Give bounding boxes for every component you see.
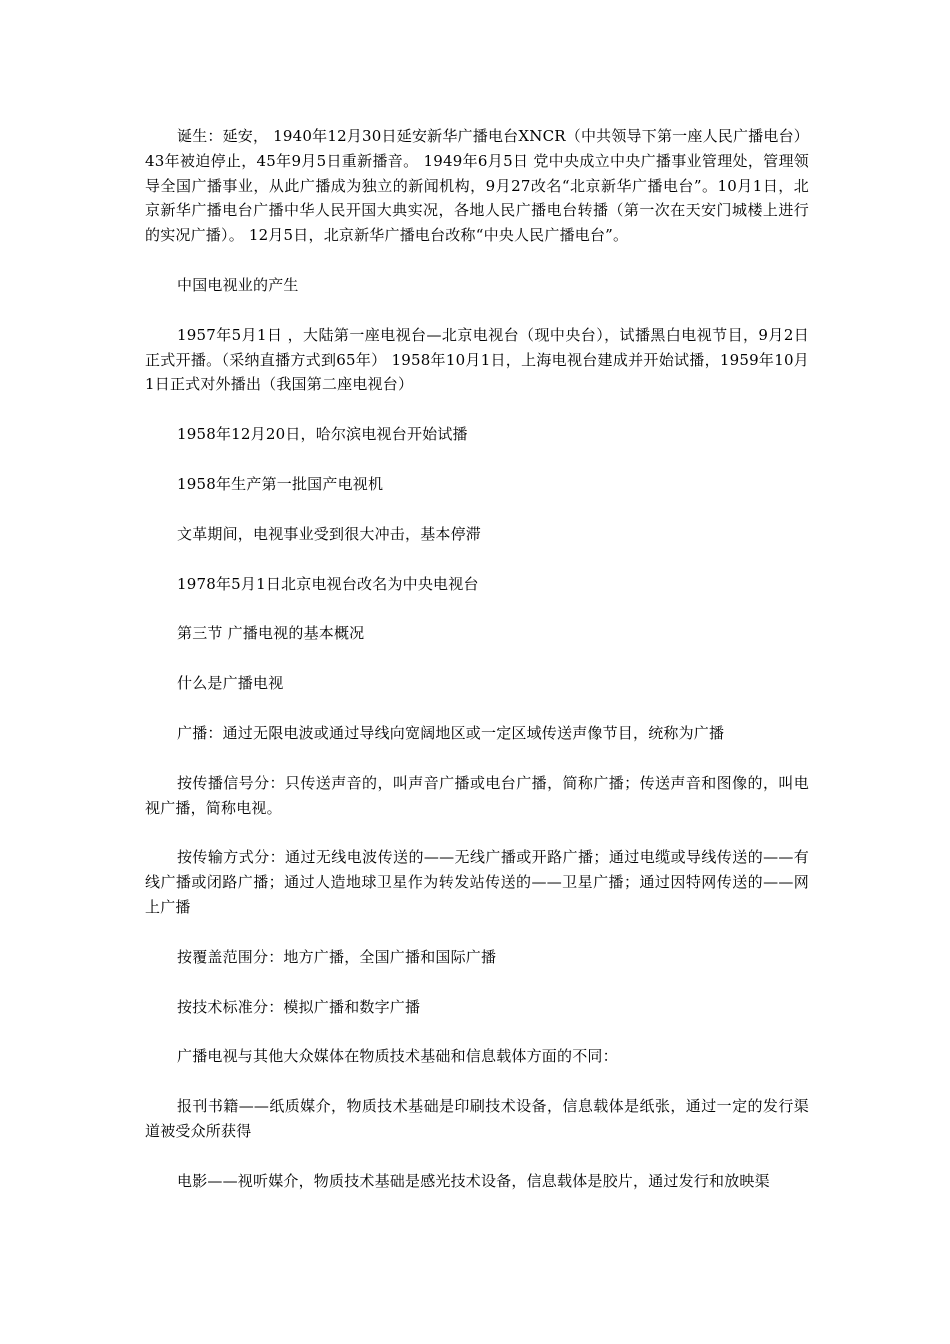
- paragraph-film-media: 电影——视听媒介，物质技术基础是感光技术设备，信息载体是胶片，通过发行和放映渠: [177, 1171, 770, 1190]
- paragraph-1958-harbin: 1958年12月20日，哈尔滨电视台开始试播: [177, 425, 468, 444]
- heading-what-is-broadcast: 什么是广播电视: [177, 674, 284, 693]
- paragraph-print-media: 报刊书籍——纸质媒介，物质技术基础是印刷技术设备，信息载体是纸张，通过一定的发行渠道被受众所获得: [145, 1097, 809, 1140]
- section-heading-3: 第三节 广播电视的基本概况: [177, 624, 365, 643]
- document-page: [145, 124, 809, 1219]
- heading-china-tv-origin: 中国电视业的产生: [177, 275, 299, 294]
- paragraph-1957-beijing-tv: 1957年5月1日 ，大陆第一座电视台—北京电视台（现中央台），试播黑白电视节目，9月2日正式开播。（采纳直播方式到65年） 1958年10月1日，上海电视台建成并开始试播，1959年10月1日正式对外播出（我国第二座电视台）: [145, 325, 809, 394]
- paragraph-broadcast-definition: 广播：通过无限电波或通过导线向宽阔地区或一定区域传送声像节目，统称为广播: [177, 723, 725, 742]
- paragraph-by-transmission: 按传输方式分：通过无线电波传送的——无线广播或开路广播；通过电缆或导线传送的——有线广播或闭路广播；通过人造地球卫星作为转发站传送的——卫星广播；通过因特网传送的——网上广播: [145, 848, 809, 916]
- paragraph-media-differences: 广播电视与其他大众媒体在物质技术基础和信息载体方面的不同：: [177, 1047, 618, 1066]
- paragraph-cultural-revolution: 文革期间，电视事业受到很大冲击，基本停滞: [177, 524, 482, 543]
- paragraph-by-signal: 按传播信号分：只传送声音的，叫声音广播或电台广播，简称广播；传送声音和图像的，叫电视广播，简称电视。: [145, 773, 809, 817]
- paragraph-by-coverage: 按覆盖范围分：地方广播，全国广播和国际广播: [177, 947, 497, 966]
- paragraph-1958-tv-sets: 1958年生产第一批国产电视机: [177, 474, 384, 493]
- paragraph-by-standard: 按技术标准分：模拟广播和数字广播: [177, 997, 421, 1016]
- paragraph-birth-yanan: 诞生：延安， 1940年12月30日延安新华广播电台XNCR（中共领导下第一座人民广播电台）43年被迫停止，45年9月5日重新播音。 1949年6月5日 党中央成立中央广播事业管理处，管理领导全国广播事业，从此广播成为独立的新闻机构，9月27改名“北京新华广播电台”。10月1日，北京新华广播电台广播中华人民开国大典实况，各地人民广播电台转播（第一次在天安门城楼上进行的实况广播）。 12月5日，北京新华广播电台改称“中央人民广播电台”。: [145, 127, 809, 245]
- paragraph-1978-cctv: 1978年5月1日北京电视台改名为中央电视台: [177, 574, 479, 593]
